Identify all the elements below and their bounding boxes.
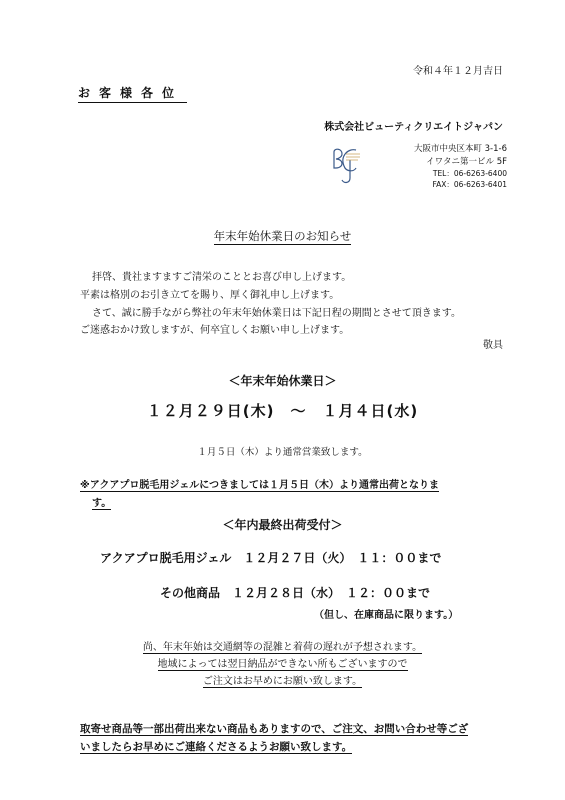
footer-notice-text: 取寄せ商品等一部出荷出来ない商品もありますので、ご注文、お問い合わせ等ござ bbox=[80, 723, 469, 735]
address-building: イワタニ第一ビル 5F bbox=[426, 157, 507, 167]
order-early-notice bbox=[0, 672, 565, 687]
order-early-notice-text: ご注文はお早めにお願い致します。 bbox=[202, 676, 363, 687]
issue-date: 令和４年１２月吉日 bbox=[413, 66, 503, 77]
footer-notice-text-cont: いましたらお早めにご連絡くださるようお願い致します。 bbox=[80, 741, 353, 753]
gel-shipping-note-text: ※アクアプロ脱毛用ジェルにつきましては１月５日（木）より通常出荷となりま bbox=[80, 480, 440, 491]
thanks-line: 平素は格別のお引き立てを賜り、厚く御礼申し上げます。 bbox=[80, 290, 340, 301]
addressee: お客様各位 bbox=[78, 84, 187, 103]
document-title bbox=[0, 228, 565, 244]
stock-note: （但し、在庫商品に限ります。） bbox=[314, 610, 459, 621]
gel-shipping-note bbox=[80, 476, 439, 491]
delivery-notice bbox=[0, 655, 565, 670]
shipping-deadline-gel: アクアプロ脱毛用ジェル １２月２７日（火） １１：００まで bbox=[100, 551, 442, 565]
bcj-logo-icon bbox=[330, 146, 362, 186]
gel-shipping-note-text-cont: す。 bbox=[92, 498, 112, 509]
resume-notice: １月５日（木）より通常営業致します。 bbox=[197, 447, 368, 458]
announcement-line: さて、誠に勝手ながら弊社の年末年始休業日は下記日程の期間とさせて頂きます。 bbox=[92, 308, 461, 319]
phone-number: TEL：06-6263-6400 bbox=[432, 169, 507, 178]
footer-notice bbox=[80, 721, 468, 736]
delay-notice-text: 尚、年末年始は交通網等の混雑と着荷の遅れが予想されます。 bbox=[142, 642, 423, 653]
fax-number: FAX：06-6263-6401 bbox=[432, 180, 507, 189]
company-name: 株式会社ビューティクリエイトジャパン bbox=[324, 122, 503, 133]
address-line: 大阪市中央区本町 3-1-6 bbox=[413, 144, 507, 154]
delay-notice bbox=[0, 638, 565, 653]
document-title-text: 年末年始休業日のお知らせ bbox=[213, 229, 352, 243]
shipping-heading: ＜年内最終出荷受付＞ bbox=[222, 518, 343, 532]
footer-notice-cont bbox=[80, 739, 352, 754]
shipping-deadline-other: その他商品 １２月２８日（水） １２：００まで bbox=[160, 586, 431, 600]
closing-word: 敬具 bbox=[483, 340, 503, 351]
delivery-notice-text: 地域によっては翌日納品ができない所もございますので bbox=[157, 659, 408, 670]
company-logo bbox=[330, 146, 362, 186]
greeting-line: 拝啓、貴社ますますご清栄のこととお喜び申し上げます。 bbox=[92, 272, 352, 283]
holiday-heading: ＜年末年始休業日＞ bbox=[228, 374, 337, 388]
apology-line: ご迷惑おかけ致しますが、何卒宜しくお願い申し上げます。 bbox=[80, 325, 350, 336]
holiday-dates: １２月２９日(木) ～ １月４日(水) bbox=[146, 402, 419, 420]
gel-shipping-note-cont bbox=[92, 494, 111, 509]
